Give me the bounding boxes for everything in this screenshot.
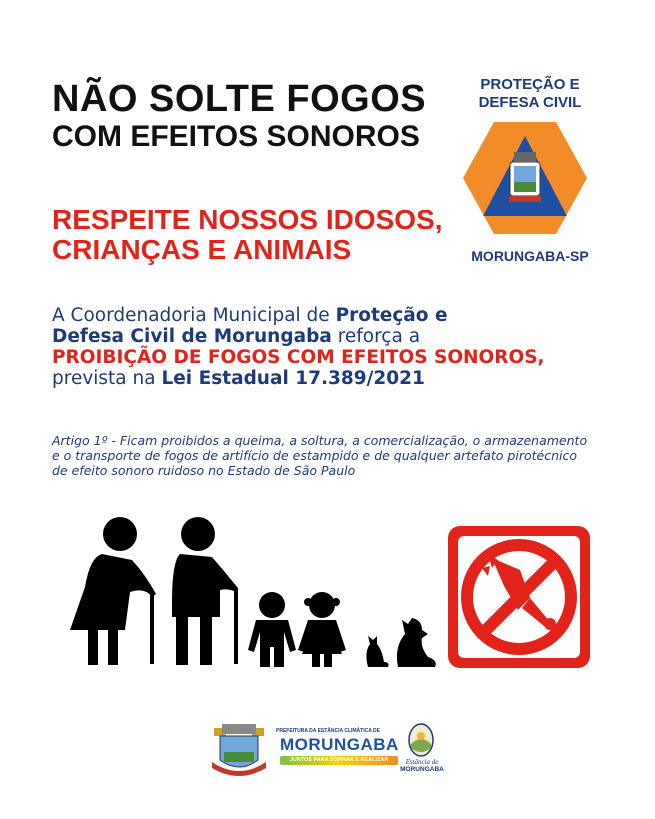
elderly-man-icon bbox=[172, 517, 238, 665]
boy-icon bbox=[248, 592, 296, 667]
civil-defense-city: MORUNGABA-SP bbox=[471, 248, 589, 264]
civil-defense-title-line1: PROTEÇÃO E bbox=[480, 76, 580, 93]
estancia-badge-icon bbox=[406, 722, 436, 758]
paragraph-prohibition: PROIBIÇÃO DE FOGOS COM EFEITOS SONOROS, bbox=[52, 347, 545, 368]
paragraph-bold: Proteção e bbox=[335, 305, 448, 326]
headline-line2: COM EFEITOS SONOROS bbox=[52, 120, 420, 153]
footer-logos bbox=[210, 722, 450, 782]
civil-defense-emblem bbox=[463, 122, 587, 234]
no-fireworks-sign-icon bbox=[448, 526, 590, 668]
subheadline-line1: RESPEITE NOSSOS IDOSOS, bbox=[52, 204, 443, 235]
city-crest-icon bbox=[210, 722, 268, 778]
elderly-woman-icon bbox=[70, 517, 156, 665]
estancia-line2: MORUNGABA bbox=[400, 766, 444, 773]
paragraph-text: prevista na bbox=[52, 368, 162, 389]
subheadline-line2: CRIANÇAS E ANIMAIS bbox=[52, 234, 352, 265]
morungaba-brand: MORUNGABA bbox=[280, 735, 399, 754]
subheadline bbox=[52, 205, 443, 265]
paragraph-text: reforça a bbox=[331, 326, 421, 347]
paragraph-text: A Coordenadoria Municipal de bbox=[52, 305, 336, 326]
prefeitura-small-text: PREFEITURA DA ESTÂNCIA CLIMÁTICA DE bbox=[276, 728, 380, 734]
headline-line1: NÃO SOLTE FOGOS bbox=[52, 78, 427, 120]
law-reference: Lei Estadual 17.389/2021 bbox=[161, 368, 425, 389]
estancia-line1: Estância de bbox=[405, 758, 439, 766]
civil-defense-title-line2: DEFESA CIVIL bbox=[478, 94, 582, 111]
dog-icon bbox=[397, 618, 436, 667]
girl-icon bbox=[298, 592, 346, 667]
civil-defense-title bbox=[470, 76, 590, 112]
cat-icon bbox=[366, 636, 388, 667]
slogan-bar: JUNTOS PARA SONHAR E REALIZAR bbox=[280, 756, 398, 765]
main-paragraph bbox=[52, 305, 612, 389]
article-text: Artigo 1º - Ficam proibidos a queima, a soltura, a comercialização, o armazenamento e o transporte de fogos de artifício de estampido e de qualquer artefato pirotécnico de efeito sonoro ruidoso no Estado de São Paulo bbox=[52, 433, 588, 478]
silhouettes-group bbox=[50, 512, 445, 672]
paragraph-bold: Defesa Civil de Morungaba bbox=[52, 326, 332, 347]
